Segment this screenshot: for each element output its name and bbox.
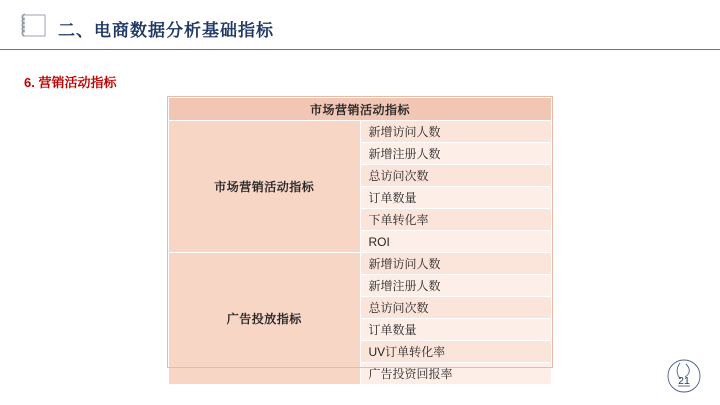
group-label-0: 市场营销活动指标	[169, 121, 361, 253]
metric-item: 新增注册人数	[360, 275, 552, 297]
metric-item: 订单数量	[360, 187, 552, 209]
metric-item: 总访问次数	[360, 297, 552, 319]
metric-item: 新增访问人数	[360, 253, 552, 275]
table-row	[169, 253, 552, 275]
section-label: 6. 营销活动指标	[24, 75, 117, 90]
metric-item: 新增访问人数	[360, 121, 552, 143]
table-caption: 市场营销活动指标	[169, 98, 552, 121]
metric-item: 总访问次数	[360, 165, 552, 187]
header-divider	[0, 49, 720, 50]
metric-item: 下单转化率	[360, 209, 552, 231]
metric-item: 新增注册人数	[360, 143, 552, 165]
metrics-table-container	[168, 97, 552, 385]
metrics-table	[168, 97, 552, 385]
metric-item: 订单数量	[360, 319, 552, 341]
page-title: 二、电商数据分析基础指标	[58, 21, 274, 40]
metric-item: UV订单转化率	[360, 341, 552, 363]
table-caption-row	[169, 98, 552, 121]
metric-item: 广告投资回报率	[360, 363, 552, 385]
table-row	[169, 121, 552, 143]
metric-item: ROI	[360, 231, 552, 253]
page-number: 21	[678, 375, 690, 387]
group-label-1: 广告投放指标	[169, 253, 361, 385]
slide-header	[0, 0, 720, 50]
spiral-notebook-icon	[18, 12, 48, 38]
